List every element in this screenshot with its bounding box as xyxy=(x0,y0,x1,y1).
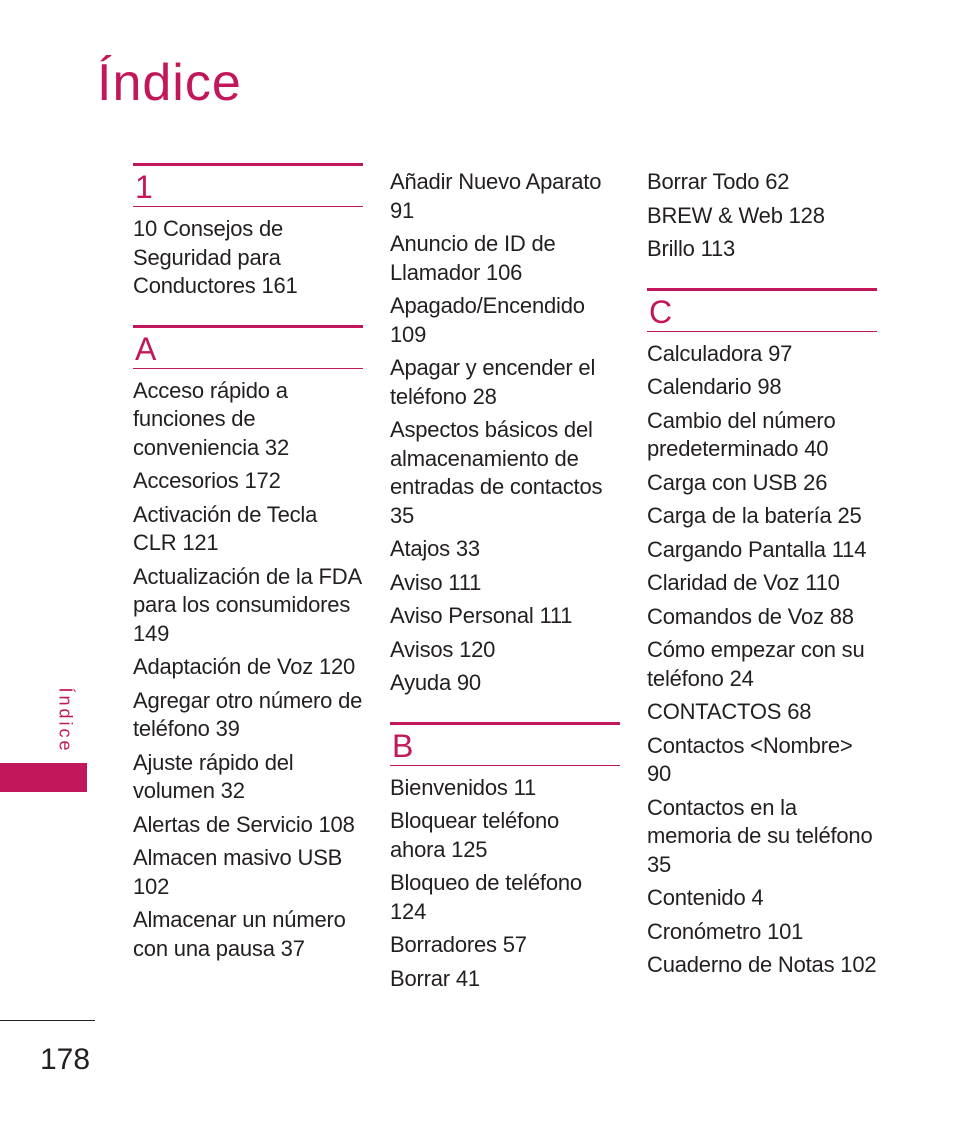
section-heading: 1 xyxy=(133,163,363,207)
index-entry[interactable]: Cuaderno de Notas 102 xyxy=(647,952,877,977)
index-entry[interactable]: 10 Consejos de Seguridad para Conductores 161 xyxy=(133,216,298,298)
index-entry[interactable]: Almacen masivo USB 102 xyxy=(133,845,343,899)
section-heading: A xyxy=(133,325,363,369)
entry-list xyxy=(647,340,877,980)
index-entry[interactable]: Ayuda 90 xyxy=(390,670,481,695)
index-entry[interactable]: Actualización de la FDA para los consumidores 149 xyxy=(133,563,361,646)
index-column-1 xyxy=(133,163,363,987)
side-tab-marker xyxy=(0,763,87,792)
index-entry[interactable]: Bloqueo de teléfono 124 xyxy=(390,870,582,924)
index-entry[interactable]: Contenido 4 xyxy=(647,885,764,910)
entry-list xyxy=(133,215,363,301)
index-entry[interactable]: Comandos de Voz 88 xyxy=(647,603,854,629)
index-section-1 xyxy=(133,163,363,301)
index-entry[interactable]: Activación de Tecla CLR 121 xyxy=(133,501,318,555)
index-entry[interactable]: Aspectos básicos del almacenamiento de entradas de contactos 35 xyxy=(390,417,603,528)
index-entry[interactable]: Añadir Nuevo Aparato 91 xyxy=(390,169,602,223)
side-tab-label xyxy=(40,680,90,760)
index-entry[interactable]: Cómo empezar con su teléfono 24 xyxy=(647,637,865,691)
index-entry[interactable]: Calculadora 97 xyxy=(647,340,793,366)
index-entry[interactable]: BREW & Web 128 xyxy=(647,202,825,228)
index-entry[interactable]: Accesorios 172 xyxy=(133,468,281,493)
index-entry[interactable]: Cronómetro 101 xyxy=(647,918,804,944)
index-entry[interactable]: Adaptación de Voz 120 xyxy=(133,654,356,679)
index-entry[interactable]: Borradores 57 xyxy=(390,932,527,957)
index-entry[interactable]: Atajos 33 xyxy=(390,536,480,561)
entry-list xyxy=(390,774,620,994)
index-entry[interactable]: Agregar otro número de teléfono 39 xyxy=(133,687,363,741)
footer-divider xyxy=(0,1020,95,1021)
index-entry[interactable]: Borrar 41 xyxy=(390,965,480,991)
index-entry[interactable]: Cargando Pantalla 114 xyxy=(647,536,867,562)
index-section-b-continued xyxy=(647,168,877,264)
index-entry[interactable]: Bienvenidos 11 xyxy=(390,774,537,800)
entry-list xyxy=(390,168,620,698)
index-section-a-continued xyxy=(390,168,620,698)
index-entry[interactable]: Aviso 111 xyxy=(390,569,482,595)
index-entry[interactable]: Apagar y encender el teléfono 28 xyxy=(390,355,596,409)
index-entry[interactable]: Calendario 98 xyxy=(647,374,782,399)
index-entry[interactable]: Contactos <Nombre> 90 xyxy=(647,732,853,786)
index-entry[interactable]: Carga con USB 26 xyxy=(647,469,828,495)
index-entry[interactable]: Alertas de Servicio 108 xyxy=(133,811,355,837)
index-entry[interactable]: Carga de la batería 25 xyxy=(647,503,862,528)
page-number: 178 xyxy=(40,1043,91,1076)
index-entry[interactable]: Apagado/Encendido 109 xyxy=(390,293,585,347)
index-entry[interactable]: Borrar Todo 62 xyxy=(647,169,790,194)
index-section-b xyxy=(390,722,620,994)
index-column-2 xyxy=(390,168,620,1017)
index-entry[interactable]: CONTACTOS 68 xyxy=(647,699,812,724)
index-entry[interactable]: Brillo 113 xyxy=(647,236,736,261)
side-tab-text: Índice xyxy=(55,686,76,754)
index-entry[interactable]: Avisos 120 xyxy=(390,636,496,662)
index-entry[interactable]: Claridad de Voz 110 xyxy=(647,570,840,595)
index-entry[interactable]: Contactos en la memoria de su teléfono 35 xyxy=(647,794,873,877)
entry-list xyxy=(647,168,877,264)
index-section-a xyxy=(133,325,363,964)
page-title: Índice xyxy=(97,54,242,112)
section-heading: B xyxy=(390,722,620,766)
index-entry[interactable]: Acceso rápido a funciones de conveniencia 32 xyxy=(133,377,290,460)
index-entry[interactable]: Bloquear teléfono ahora 125 xyxy=(390,808,560,862)
section-heading: C xyxy=(647,288,877,332)
index-column-3 xyxy=(647,168,877,1004)
index-entry[interactable]: Almacenar un número con una pausa 37 xyxy=(133,907,346,961)
index-entry[interactable]: Cambio del número predeterminado 40 xyxy=(647,407,836,461)
index-entry[interactable]: Ajuste rápido del volumen 32 xyxy=(133,749,294,803)
index-entry[interactable]: Anuncio de ID de Llamador 106 xyxy=(390,231,556,285)
index-section-c xyxy=(647,288,877,980)
entry-list xyxy=(133,377,363,964)
index-entry[interactable]: Aviso Personal 111 xyxy=(390,603,573,628)
